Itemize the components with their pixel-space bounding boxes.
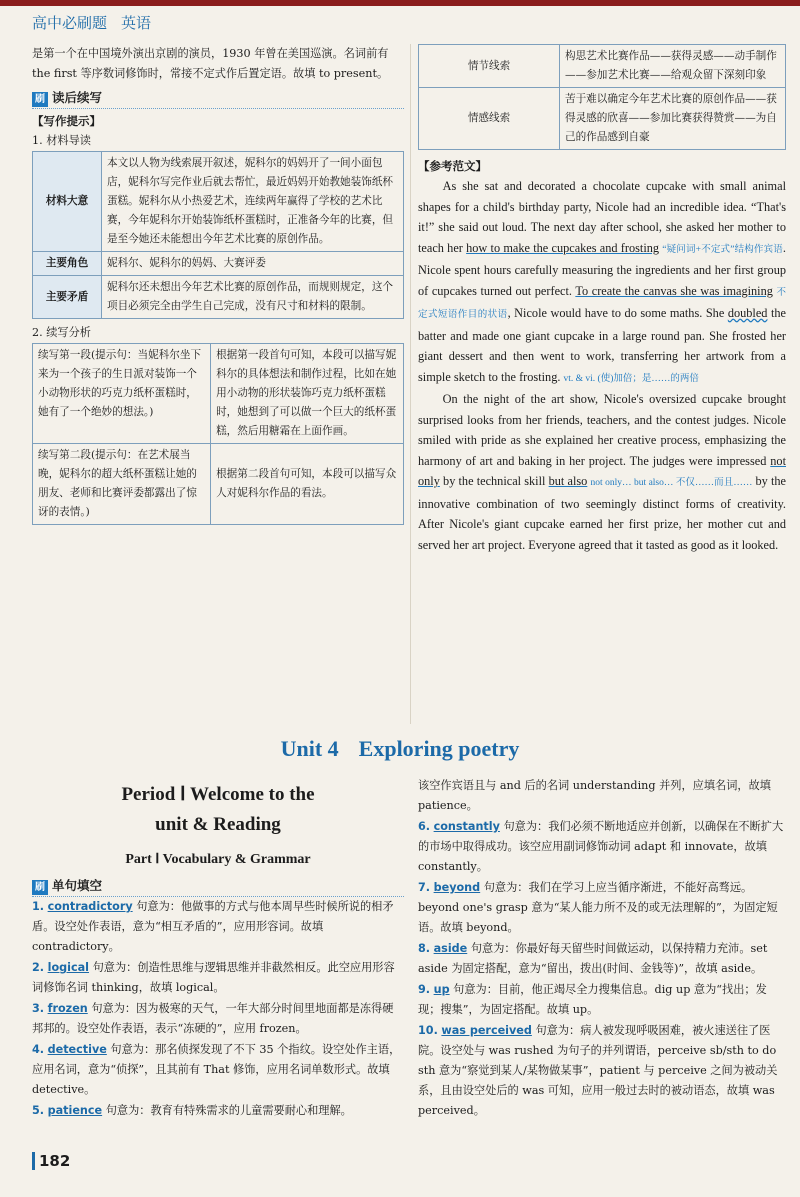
item-number: 4.: [32, 1043, 45, 1056]
section-title: 读后续写: [52, 90, 103, 105]
item-number: 1.: [32, 900, 45, 913]
essay-text: by the technical skill: [439, 474, 549, 488]
essay-text: , Nicole would have to do some maths. She: [507, 306, 728, 320]
item-answer: up: [433, 983, 450, 996]
book-title: 高中必刷题: [32, 14, 108, 32]
row-key: 情节线索: [419, 45, 560, 88]
model-essay: [418, 176, 786, 555]
essay-label: 【参考范文】: [418, 159, 487, 173]
table-row: [419, 45, 786, 88]
item-explanation: 句意为：因为极寒的天气，一年大部分时间里地面都是冻得硬邦邦的。设空处作表语，表示“冻硬的”，应用 frozen。: [32, 1002, 394, 1035]
annotation-note: “疑问词+不定式”结构作宾语: [662, 244, 783, 255]
left-column: [32, 44, 404, 525]
item-answer: contradictory: [47, 900, 133, 913]
annotation-note: 不定式短语作目的状语: [418, 287, 786, 320]
item-explanation: 句意为：教育有特殊需求的儿童需要耐心和理解。: [105, 1104, 352, 1117]
row-value: 本文以人物为线索展开叙述，妮科尔的妈妈开了一间小面包店，妮科尔写完作业后就去帮忙，最近妈妈开始教她装饰纸杯蛋糕。妮科尔从小热爱艺术，连续两年赢得了学校的艺术比赛，今年妮科尔开始装饰纸杯蛋糕时，正准备今年的比赛，但是至今她还未能想出今年艺术比赛的原创作品。: [102, 152, 404, 252]
brush-badge: 刷: [32, 92, 48, 107]
item-number: 10.: [418, 1024, 438, 1037]
highlight-phrase: but also: [548, 474, 588, 488]
item-explanation: 句意为：我们在学习上应当循序渐进，不能好高骛远。beyond one's grasp 意为“某人能力所不及的或无法理解的”，为固定短语。故填 beyond。: [418, 881, 778, 934]
material-table: [32, 151, 404, 319]
top-red-bar: [0, 0, 800, 6]
list-item: [418, 939, 786, 979]
table-row: [33, 152, 404, 252]
highlight-phrase: not only: [418, 453, 786, 488]
list-item: [418, 817, 786, 877]
essay-text: As she sat and decorated a chocolate cupcake with small animal shapes for a child's birthday party, Nicole had an incredible idea. “That's it!” she said out loud. The next day after school, she asked her mother to teach her: [418, 179, 786, 255]
highlight-word: doubled: [727, 306, 768, 320]
item-answer: constantly: [433, 820, 500, 833]
carryover-text: 是第一个在中国境外演出京剧的演员，1930 年曾在美国巡演。名词前有 the first 等序数词修饰时，常接不定式作后置定语。故填 to present。: [32, 47, 389, 80]
row-key: 主要矛盾: [33, 276, 102, 319]
item-answer: logical: [47, 961, 89, 974]
row-key: 材料大意: [33, 152, 102, 252]
section-heading-fill: [32, 876, 404, 897]
material-label: 1. 材料导读: [32, 134, 91, 147]
row-key: 情感线索: [419, 88, 560, 150]
brush-badge: 刷: [32, 880, 48, 895]
item-number: 2.: [32, 961, 45, 974]
running-header: [32, 12, 165, 33]
analysis-hint: 续写第二段(提示句：在艺术展当晚，妮科尔的超大纸杯蛋糕让她的朋友、老师和比赛评委都露出了惊讶的表情。): [33, 444, 211, 525]
item-explanation: 句意为：目前，他正竭尽全力搜集信息。dig up 意为“找出；发现；搜集”，为固定搭配。故填 up。: [418, 983, 767, 1016]
essay-text: the batter and made one giant cupcake in a large round pan. She frosted her giant dessert and then went to work, transferring her artwork from a simple sketch to the frosting.: [418, 306, 786, 384]
item-number: 5.: [32, 1104, 45, 1117]
list-item: [418, 980, 786, 1020]
row-value: 苦于难以确定今年艺术比赛的原创作品——获得灵感的欣喜——参加比赛获得赞赏——为自己的作品感到自豪: [560, 88, 786, 150]
row-value: 构思艺术比赛作品——获得灵感——动手制作——参加艺术比赛——给观众留下深刻印象: [560, 45, 786, 88]
table-row: [33, 344, 404, 444]
item-explanation: 该空作宾语且与 and 后的名词 understanding 并列，应填名词，故填 patience。: [418, 779, 771, 812]
highlight-phrase: how to make the cupcakes and frosting: [466, 240, 660, 255]
list-item: [32, 958, 404, 998]
column-divider: [410, 44, 411, 724]
list-item: [32, 897, 404, 957]
table-row: [419, 88, 786, 150]
table-row: [33, 252, 404, 276]
clue-table: [418, 44, 786, 150]
bottom-left-column: [32, 776, 404, 1122]
essay-text: . Nicole spent hours carefully measuring the ingredients and her first group of cupcakes turned out perfect.: [418, 240, 786, 298]
item-number: 7.: [418, 881, 431, 894]
analysis-table: [32, 343, 404, 525]
period-line: unit & Reading: [155, 814, 281, 835]
item-answer: patience: [47, 1104, 103, 1117]
unit-heading: [0, 736, 800, 762]
analysis-plan: 根据第二段首句可知，本段可以描写众人对妮科尔作品的看法。: [211, 444, 404, 525]
period-line: Period Ⅰ Welcome to the: [121, 784, 315, 805]
item-explanation: 句意为：我们必须不断地适应并创新，以确保在不断扩大的市场中取得成功。该空应用副词修饰动词 adapt 和 innovate，故填 constantly。: [418, 820, 784, 873]
item-answer: beyond: [433, 881, 481, 894]
item-answer: aside: [433, 942, 468, 955]
highlight-phrase: To create the canvas she was imagining: [575, 283, 773, 298]
section-heading-read-write: [32, 88, 404, 109]
item-number: 6.: [418, 820, 431, 833]
unit-title: Exploring poetry: [358, 736, 520, 761]
analysis-label: 2. 续写分析: [32, 326, 91, 339]
item-explanation: 句意为：他做事的方式与他本周早些时候所说的相矛盾。设空处作表语，意为“相互矛盾的”，应用形容词。故填 contradictory。: [32, 900, 394, 953]
essay-text: On the night of the art show, Nicole's oversized cupcake brought surprised looks from her friends, teachers, and the contest judges. Nicole smiled with pride as she explained her creative process, emphasizing the harmony of art and baking in her project. The judges were impressed: [418, 392, 786, 468]
essay-paragraph: [418, 389, 786, 555]
item-answer: frozen: [47, 1002, 88, 1015]
row-key: 主要角色: [33, 252, 102, 276]
list-item: [418, 1021, 786, 1121]
item-number: 8.: [418, 942, 431, 955]
item-explanation: 句意为：你最好每天留些时间做运动，以保持精力充沛。set aside 为固定搭配，意为“留出，拨出(时间、金钱等)”，故填 aside。: [418, 942, 768, 975]
list-item: [418, 776, 786, 816]
essay-text: by the innovative combination of two seemingly distinct forms of creativity. After Nicole's giant cupcake earned her first prize, her mother cut and served her art project. Everyone agreed that it tasted as good as it looked.: [418, 474, 786, 552]
item-explanation: 句意为：那名侦探发现了不下 35 个指纹。设空处作主语，应用名词，意为“侦探”，且其前有 That 修饰，应用名词单数形式。故填 detective。: [32, 1043, 401, 1096]
list-item: [32, 1101, 404, 1121]
unit-label: Unit 4: [280, 736, 339, 761]
page-number: 182: [32, 1152, 70, 1170]
table-row: [33, 276, 404, 319]
item-answer: was perceived: [441, 1024, 532, 1037]
essay-paragraph: [418, 176, 786, 389]
section-title: 单句填空: [52, 878, 103, 893]
item-answer: detective: [47, 1043, 107, 1056]
annotation-note: not only… but also… 不仅……而且……: [590, 478, 753, 488]
right-column: [418, 44, 786, 555]
table-row: [33, 444, 404, 525]
row-value: 妮科尔、妮科尔的妈妈、大赛评委: [102, 252, 404, 276]
item-explanation: 句意为：病人被发现呼吸困难，被火速送往了医院。设空处与 was rushed 为句子的并列谓语，perceive sb/sth to do sth 意为“察觉到某人/某物做某事”，patient 与 perceive 之间为被动关系，且由设空处后的 was 可知，应用一般过去时的被动语态，故填 was perceived。: [418, 1024, 778, 1117]
list-item: [32, 1040, 404, 1100]
list-item: [418, 878, 786, 938]
list-item: [32, 999, 404, 1039]
item-number: 3.: [32, 1002, 45, 1015]
writing-tips-label: 【写作提示】: [32, 114, 101, 128]
period-title: [32, 780, 404, 840]
item-explanation: 句意为：创造性思维与逻辑思维并非截然相反。此空应用形容词修饰名词 thinking，故填 logical。: [32, 961, 395, 994]
analysis-plan: 根据第一段首句可知，本段可以描写妮科尔的具体想法和制作过程，比如在她用小动物的形状装饰巧克力纸杯蛋糕时，她想到了可以做一个巨大的纸杯蛋糕，然后用糖霜在上面作画。: [211, 344, 404, 444]
row-value: 妮科尔还未想出今年艺术比赛的原创作品，而规则规定，这个项目必须完全由学生自己完成，没有尺寸和材料的限制。: [102, 276, 404, 319]
annotation-note: vt. & vi. (使)加倍；是……的两倍: [563, 373, 699, 384]
part-title: Part Ⅰ Vocabulary & Grammar: [125, 852, 311, 867]
subject-label: 英语: [121, 14, 152, 32]
bottom-right-column: [418, 776, 786, 1122]
item-number: 9.: [418, 983, 431, 996]
analysis-hint: 续写第一段(提示句：当妮科尔坐下来为一个孩子的生日派对装饰一个小动物形状的巧克力纸杯蛋糕时，她有了一个绝妙的想法。): [33, 344, 211, 444]
